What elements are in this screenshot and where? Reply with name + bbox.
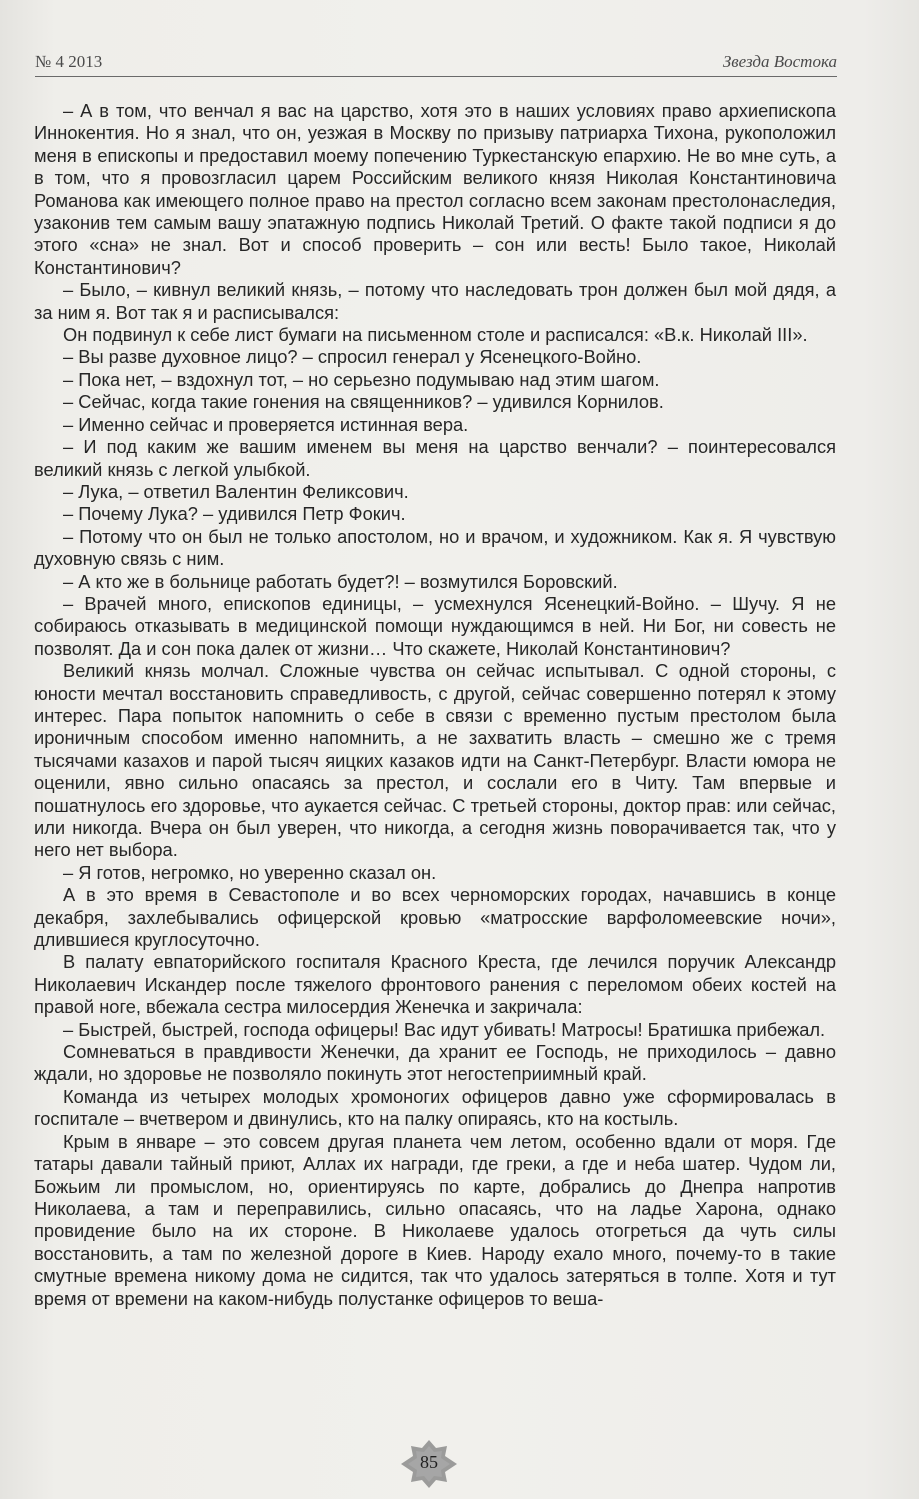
paragraph: – Было, – кивнул великий князь, – потому что наследовать трон должен был мой дядя, а за ним я. Вот так я и расписывался: [34,279,836,323]
paragraph: Сомневаться в правдивости Женечки, да хранит ее Господь, не приходилось – давно ждали, но здоровье не позволяло покинуть этот негостеприимный край. [34,1041,836,1085]
running-header [35,50,837,72]
page-number: 85 [420,1452,438,1472]
issue-number: № 4 2013 [35,52,103,71]
paragraph: – Лука, – ответил Валентин Феликсович. [63,480,409,502]
article-body [34,100,836,1310]
paragraph: А в это время в Севастополе и во всех черноморских городах, начавшись в конце декабря, захлебывались офицерской кровью «матросские варфоломеевские ночи», длившиеся круглосуточно. [34,884,836,951]
paragraph: – Сейчас, когда такие гонения на священников? – удивился Корнилов. [63,391,664,413]
paragraph: Крым в январе – это совсем другая планета чем летом, особенно вдали от моря. Где татары давали тайный приют, Аллах их награди, где греки, а где и неба шатер. Чудом ли, Божьим ли промыслом, но, ориентируясь по карте, добрались до Днепра напротив Николаева, а там и переправились, сильно опасаясь, что на ладье Харона, однако провидение было на их стороне. В Николаеве удалось отогреться да чуть силы восстановить, а там по железной дороге в Киев. Народу ехало много, почему-то в такие смутные времена никому дома не сидится, так что удалось затеряться в толпе. Хотя и тут время от времени на каком-нибудь полустанке офицеров то веша- [34,1130,836,1309]
paragraph: – Почему Лука? – удивился Петр Фокич. [63,503,406,525]
paragraph: Команда из четырех молодых хромоногих офицеров давно уже сформировалась в госпитале – вчетвером и двинулись, кто на палку опираясь, кто на костыль. [34,1085,836,1130]
paragraph: – Быстрей, быстрей, господа офицеры! Вас идут убивать! Матросы! Братишка прибежал. [63,1018,826,1040]
page-number-badge [401,1440,457,1488]
paragraph: – Врачей много, епископов единицы, – усмехнулся Ясенецкий-Войно. – Шучу. Я не собираюсь отказывать в медицинской помощи нуждающимся в ней. Ни Бог, ни совесть не позволят. Да и сон пока далек от жизни… Что скажете, Николай Константинович? [34,592,836,659]
paragraph: – Потому что он был не только апостолом, но и врачом, и художником. Как я. Я чувствую духовную связь с ним. [34,525,836,570]
paragraph: – А кто же в больнице работать будет?! – возмутился Боровский. [63,570,618,592]
paragraph: – А в том, что венчал я вас на царство, хотя это в наших условиях право архиепископа Иннокентия. Но я знал, что он, уезжая в Москву по призыву патриарха Тихона, рукоположил меня в епископы и предоставил моему попечению Туркестанскую епархию. Не во мне суть, а в том, что я провозгласил царем Российским великого князя Николая Константиновича Романова как имеющего полное право на престол согласно всем законам престолонаследия, узаконив тем самым вашу эпатажную подпись Николай Третий. О факте такой подписи я до этого «сна» не знал. Вот и способ проверить – сон или весть! Было такое, Николай Константинович? [34,100,836,278]
paragraph: – Вы разве духовное лицо? – спросил генерал у Ясенецкого-Войно. [63,346,642,368]
paragraph: В палату евпаторийского госпиталя Красного Креста, где лечился поручик Александр Николаевич Искандер после тяжелого фронтового ранения с переломом обеих костей на правой ноге, вбежала сестра милосердия Женечка и закричала: [34,951,836,1018]
header-rule [35,76,837,77]
paragraph: – Именно сейчас и проверяется истинная вера. [63,413,469,435]
paragraph: – Я готов, негромко, но уверенно сказал он. [63,861,437,883]
paragraph: Он подвинул к себе лист бумаги на письменном столе и расписался: «В.к. Николай III». [63,324,808,346]
paragraph: – И под каким же вашим именем вы меня на царство венчали? – поинтересовался великий князь с легкой улыбкой. [34,436,836,480]
journal-title: Звезда Востока [722,52,837,71]
paragraph: – Пока нет, – вздохнул тот, – но серьезно подумываю над этим шагом. [63,368,660,390]
paragraph: Великий князь молчал. Сложные чувства он сейчас испытывал. С одной стороны, с юности мечтал восстановить справедливость, с другой, сейчас совершенно потерял к этому интерес. Пара попыток напомнить о себе в связи с временно пустым престолом была ироничным способом именно напомнить, а не захватить власть – смешно же с тремя тысячами казахов и парой тысяч яицких казаков идти на Санкт-Петербург. Власти юмора не оценили, явно сильно опасаясь за престол, и сослали его в Читу. Там впервые и пошатнулось его здоровье, что аукается сейчас. С третьей стороны, доктор прав: или сейчас, или никогда. Вчера он был уверен, что никогда, а сегодня жизнь поворачивается так, что у него нет выбора. [34,660,836,861]
